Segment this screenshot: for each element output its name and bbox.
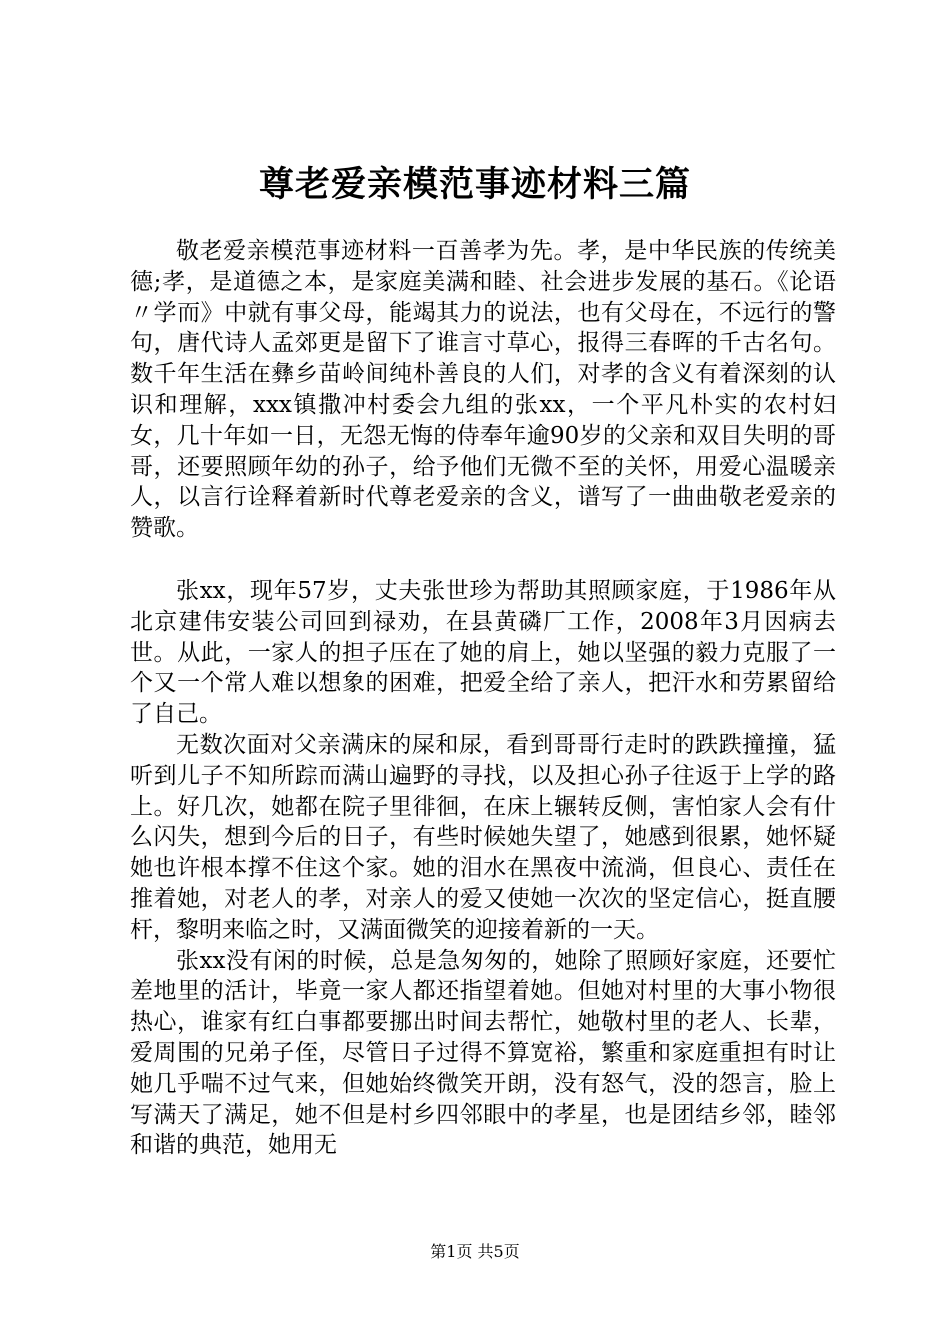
paragraph-community: 张xx没有闲的时候，总是急匆匆的，她除了照顾好家庭，还要忙差地里的活计，毕竟一家人都还指望着她。但她对村里的大事小物很热心，谁家有红白事都要挪出时间去帮忙，她敬村里的老人、长辈，爱周围的兄弟子侄，尽管日子过得不算宽裕，繁重和家庭重担有时让她几乎喘不过气来，但她始终微笑开朗，没有怒气，没的怨言，脸上写满天了满足，她不但是村乡四邻眼中的孝星，也是团结乡邻，睦邻和谐的典范，她用无 (130, 947, 836, 1159)
document-title: 尊老爱亲模范事迹材料三篇 (258, 164, 691, 205)
document-body (130, 236, 836, 1161)
page-number-footer: 第1页 共5页 (430, 1242, 520, 1261)
paragraph-background: 张xx，现年57岁，丈夫张世珍为帮助其照顾家庭，于1986年从北京建伟安装公司回到禄劝，在县黄磷厂工作，2008年3月因病去世。从此，一家人的担子压在了她的肩上，她以坚强的毅力克服了一个又一个常人难以想象的困难，把爱全给了亲人，把汗水和劳累留给了自己。 (130, 577, 836, 728)
paragraph-intro: 敬老爱亲模范事迹材料一百善孝为先。孝，是中华民族的传统美德;孝，是道德之本，是家庭美满和睦、社会进步发展的基石。《论语〃学而》中就有事父母，能竭其力的说法，也有父母在，不远行的警句，唐代诗人孟郊更是留下了谁言寸草心，报得三春晖的千古名句。数千年生活在彝乡苗岭间纯朴善良的人们，对孝的含义有着深刻的认识和理解，xxx镇撒冲村委会九组的张xx，一个平凡朴实的农村妇女，几十年如一日，无怨无悔的侍奉年逾90岁的父亲和双目失明的哥哥，还要照顾年幼的孙子，给予他们无微不至的关怀，用爱心温暖亲人，以言行诠释着新时代尊老爱亲的含义，谱写了一曲曲敬老爱亲的赞歌。 (130, 238, 836, 542)
paragraph-hardship: 无数次面对父亲满床的屎和尿，看到哥哥行走时的跌跌撞撞，猛听到儿子不知所踪而满山遍野的寻找，以及担心孙子往返于上学的路上。好几次，她都在院子里徘徊，在床上辗转反侧，害怕家人会有什么闪失，想到今后的日子，有些时候她失望了，她感到很累，她怀疑她也许根本撑不住这个家。她的泪水在黑夜中流淌，但良心、责任在推着她，对老人的孝，对亲人的爱又使她一次次的坚定信心，挺直腰杆，黎明来临之时，又满面微笑的迎接着新的一天。 (130, 731, 836, 943)
